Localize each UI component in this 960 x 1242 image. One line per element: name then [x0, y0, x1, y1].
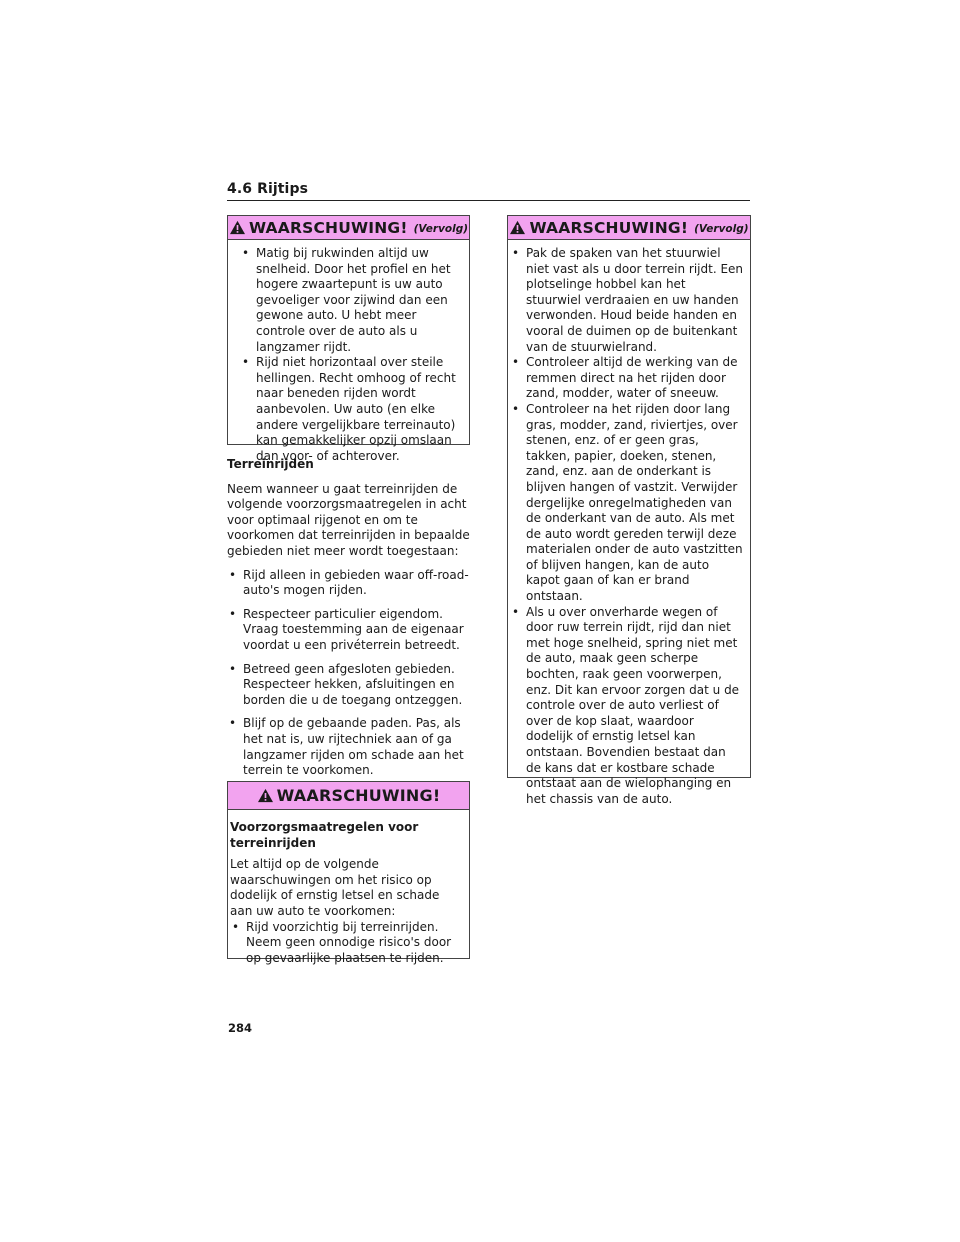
list-item: • Betreed geen afgesloten gebieden. Respecteer hekken, afsluitingen en borden die u de toegang ontzeggen. — [227, 662, 473, 709]
warning-list — [230, 920, 459, 967]
warning-list — [510, 246, 744, 807]
section-header — [227, 178, 750, 201]
list-item: • Rijd niet horizontaal over steile hellingen. Recht omhoog of recht naar beneden rijden wordt aanbevolen. Uw auto (en elke andere vergelijkbare terreinauto) kan gemakkelijker opzij omslaan dan voor- of achterover. — [240, 355, 459, 464]
warning-body — [228, 810, 469, 974]
list-item: • Als u over onverharde wegen of door ruw terrein rijdt, rijd dan niet met hoge snelheid, spring niet met de auto, maak geen scherpe bochten, raak geen voorwerpen, enz. Dit kan ervoor zorgen dat u de controle over de auto verliest of over de kop slaat, waardoor dodelijk of ernstig letsel kan ontstaan. Bovendien bestaat dan de kans dat er kostbare schade ontstaat aan de wielophanging en het chassis van de auto. — [510, 605, 744, 808]
warning-box-bottom — [227, 781, 470, 965]
warning-list — [240, 246, 459, 464]
warning-continued: (Vervolg) — [694, 223, 749, 235]
warning-body — [508, 240, 750, 815]
list-item: • Respecteer particulier eigendom. Vraag toestemming aan de eigenaar voordat u een privéterrein betreedt. — [227, 607, 473, 654]
warning-intro: Let altijd op de volgende waarschuwingen om het risico op dodelijk of ernstig letsel en schade aan uw auto te voorkomen: — [230, 857, 440, 918]
list-item: • Blijf op de gebaande paden. Pas, als het nat is, uw rijtechniek aan of ga langzamer rijden om schade aan het terrein te voorkomen. — [227, 716, 473, 778]
offroad-section — [227, 457, 473, 787]
warning-title: WAARSCHUWING! — [276, 786, 441, 805]
warning-header — [228, 216, 469, 240]
warning-header — [508, 216, 750, 240]
warning-triangle-icon — [257, 788, 274, 803]
warning-triangle-icon — [509, 220, 526, 235]
list-item: • Rijd voorzichtig bij terreinrijden. Neem geen onnodige risico's door op gevaarlijke plaatsen te rijden. — [230, 920, 459, 967]
list-item: • Controleer altijd de werking van de remmen direct na het rijden door zand, modder, water of sneeuw. — [510, 355, 744, 402]
warning-box-right — [507, 215, 751, 806]
section-heading: Terreinrijden — [227, 457, 314, 471]
precautions-list — [227, 568, 473, 779]
warning-title: WAARSCHUWING! — [248, 218, 408, 237]
warning-body — [228, 240, 469, 472]
warning-triangle-icon — [229, 220, 246, 235]
warning-continued: (Vervolg) — [413, 223, 469, 235]
page-number: 284 — [228, 1021, 253, 1035]
warning-subheading: Voorzorgsmaatregelen voor terreinrijden — [230, 820, 419, 850]
warning-header — [228, 782, 469, 810]
warning-title: WAARSCHUWING! — [529, 218, 689, 237]
warning-box-left — [227, 215, 470, 463]
list-item: • Pak de spaken van het stuurwiel niet vast als u door terrein rijdt. Een plotselinge hobbel kan het stuurwiel verdraaien en uw handen verwonden. Houd beide handen en vooral de duimen op de buitenkant van de stuurwielrand. — [510, 246, 744, 355]
list-item: • Matig bij rukwinden altijd uw snelheid. Door het profiel en het hogere zwaartepunt is uw auto gevoeliger voor zijwind dan een gewone auto. U hebt meer controle over de auto als u langzamer rijdt. — [240, 246, 459, 355]
list-item: • Controleer na het rijden door lang gras, modder, zand, riviertjes, over stenen, enz. of er geen gras, takken, papier, doeken, stenen, zand, enz. aan de onderkant is blijven hangen of vastzit. Verwijder dergelijke onregelmatigheden van de onderkant van de auto. Als met de auto wordt gereden terwijl deze materialen onder de auto vastzitten of blijven hangen, kan de auto kapot gaan of kan er brand ontstaan. — [510, 402, 744, 605]
list-item: • Rijd alleen in gebieden waar off-road-auto's mogen rijden. — [227, 568, 473, 599]
section-title: 4.6 Rijtips — [227, 181, 308, 197]
intro-paragraph: Neem wanneer u gaat terreinrijden de volgende voorzorgsmaatregelen in acht voor optimaal rijgenot en om te voorkomen dat terreinrijden in bepaalde gebieden niet meer wordt toegestaan: — [227, 481, 470, 558]
